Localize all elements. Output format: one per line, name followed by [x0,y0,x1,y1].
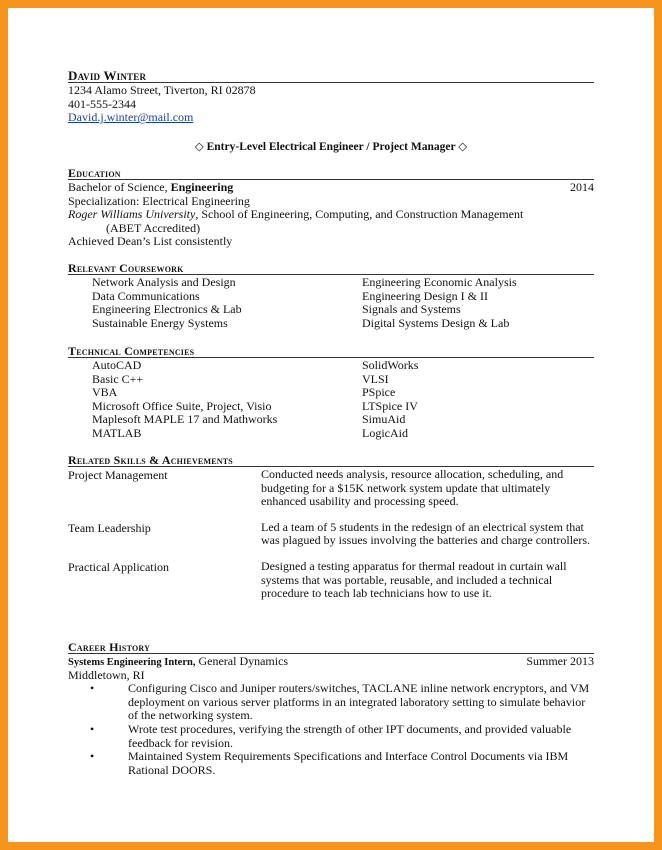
list-row [68,359,594,373]
list-row [68,276,594,290]
career-section [68,641,594,777]
list-item: Data Communications [92,288,200,303]
section-heading: Relevant Coursework [68,262,594,275]
candidate-name: David Winter [68,70,594,83]
list-item: Basic C++ [92,371,144,386]
list-item: Microsoft Office Suite, Project, Visio [92,398,272,413]
list-item: SolidWorks [362,358,419,372]
skills-section [68,454,594,601]
list-item: VLSI [362,371,389,386]
list-item: AutoCAD [92,358,142,372]
section-heading: Related Skills & Achievements [68,454,594,467]
list-item: Engineering Economic Analysis [362,275,517,289]
accreditation: (ABET Accredited) [106,220,201,235]
job-date: Summer 2013 [526,654,594,668]
major: Engineering [170,180,234,194]
list-item: Engineering Electronics & Lab [92,302,242,317]
list-row [68,386,594,400]
section-heading: Education [68,167,594,180]
honors: Achieved Dean’s List consistently [68,234,233,249]
specialization: Specialization: Electrical Engineering [68,193,250,208]
education-section [68,167,594,249]
job-bullets [68,682,594,777]
list-item: PSpice [362,385,396,400]
section-heading: Technical Competencies [68,345,594,358]
skill-description: Conducted needs analysis, resource allocation, scheduling, and budgeting for a $15K network system update that ultimately enhanced usability and processing speed. [261,467,564,509]
list-row [68,413,594,427]
contact-block [68,70,594,125]
skill-row [68,560,594,601]
section-heading: Career History [68,641,594,654]
company: General Dynamics [195,654,289,668]
job-bullet: • Maintained System Requirements Specifications and Interface Control Documents via IBM Rational DOORS. [128,750,594,777]
list-item: Maplesoft MAPLE 17 and Mathworks [92,412,278,427]
list-row [68,400,594,414]
list-item: Digital Systems Design & Lab [362,315,510,330]
list-row [68,373,594,387]
skill-row [68,521,594,548]
grad-year: 2014 [570,180,594,194]
email-link[interactable]: David.j.winter@mail.com [68,110,194,125]
objective: ◇ Entry-Level Electrical Engineer / Project Manager ◇ [194,141,468,153]
list-item: VBA [92,385,118,400]
job-location: Middletown, RI [68,667,145,682]
skill-row [68,468,594,509]
list-item: LTSpice IV [362,398,418,413]
skill-label: Project Management [68,468,168,482]
list-item: Engineering Design I & II [362,288,488,303]
list-row [68,290,594,304]
list-item: Signals and Systems [362,302,461,317]
list-item: SimuAid [362,412,406,427]
resume-page [8,8,654,842]
phone: 401-555-2344 [68,96,136,111]
school: , School of Engineering, Computing, and Construction Management [195,207,524,222]
competencies-section [68,345,594,441]
job-bullet: • Configuring Cisco and Juniper routers/switches, TACLANE inline network encryptors, and VM deployment on various server platforms in an integrated laboratory setting to simulate behavior of the networking system. [128,682,594,723]
coursework-section [68,262,594,330]
university: Roger Williams University [68,207,196,222]
list-row [68,317,594,331]
address: 1234 Alamo Street, Tiverton, RI 02878 [68,83,256,97]
list-item: Sustainable Energy Systems [92,315,228,330]
skill-description: Designed a testing apparatus for thermal readout in curtain wall systems that was portable, reusable, and included a technical procedure to teach lab technicians how to use it. [261,558,567,601]
list-row [68,303,594,317]
list-item: LogicAid [362,425,408,440]
skill-label: Practical Application [68,559,169,574]
list-item: MATLAB [92,425,142,440]
list-item: Network Analysis and Design [92,275,236,289]
job-bullet: • Wrote test procedures, verifying the strength of other IPT documents, and provided valuable feedback for revision. [128,723,594,750]
skill-description: Led a team of 5 students in the redesign of an electrical system that was plagued by issues involving the batteries and charge controllers. [261,519,591,548]
job-title: Systems Engineering Intern, [68,657,196,668]
degree: Bachelor of Science, [68,180,171,194]
skill-label: Team Leadership [68,520,151,535]
list-row [68,427,594,441]
